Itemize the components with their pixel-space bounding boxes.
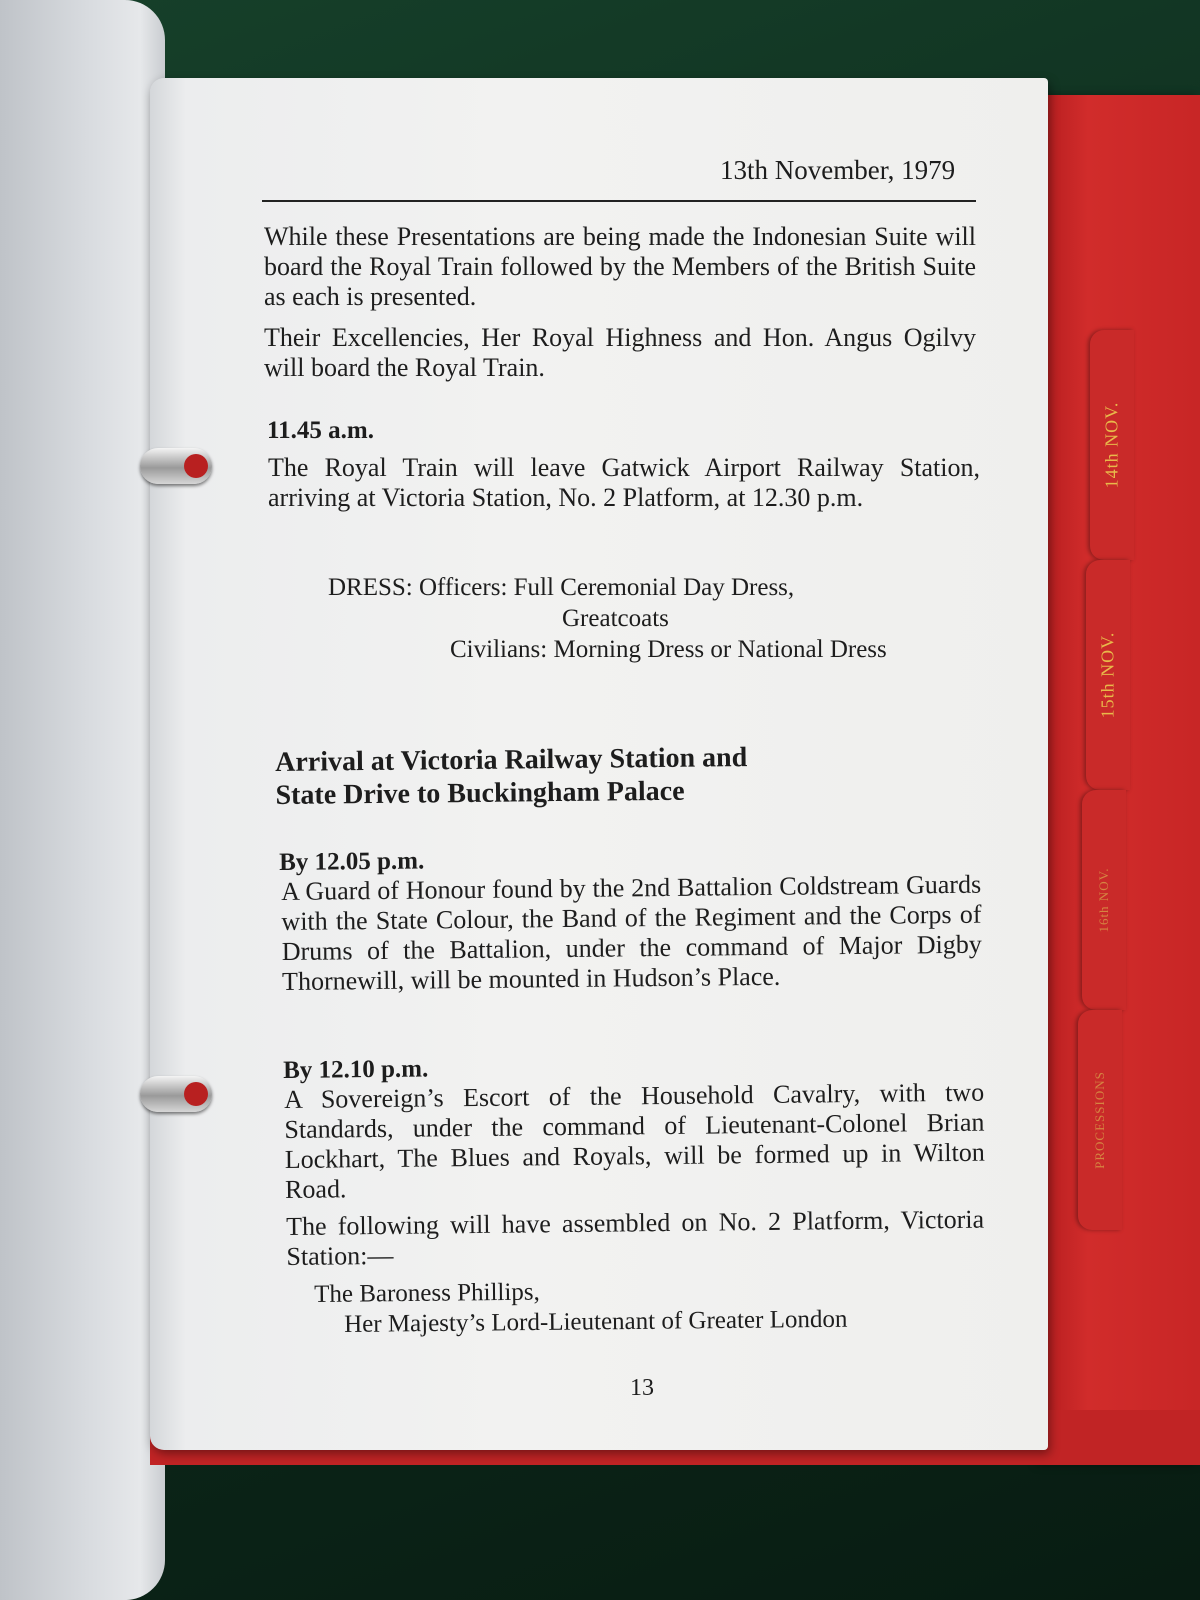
page-number: 13 — [630, 1375, 654, 1401]
tab-14th-nov[interactable]: 14th NOV. — [1090, 330, 1134, 560]
tab-15th-nov[interactable]: 15th NOV. — [1086, 560, 1130, 790]
binder-ring-top — [140, 448, 212, 484]
time-heading-1145: 11.45 a.m. — [267, 417, 374, 444]
paragraph-assembled: The following will have assembled on No. 2 Platform, Victoria Station:— — [286, 1204, 985, 1271]
tab-processions[interactable]: PROCESSIONS — [1078, 1010, 1122, 1230]
header-rule — [262, 200, 976, 202]
dress-line-civilians: Civilians: Morning Dress or National Dress — [450, 636, 887, 663]
time-heading-1205: By 12.05 p.m. — [279, 847, 425, 876]
paragraph-train-leave: The Royal Train will leave Gatwick Airport Railway Station, arriving at Victoria Station, No. 2 Platform, at 12.30 p.m. — [268, 453, 980, 512]
page-date: 13th November, 1979 — [720, 155, 956, 185]
list-item-baroness: The Baroness Phillips, — [314, 1278, 540, 1308]
section-heading — [275, 741, 748, 812]
dress-line-greatcoats: Greatcoats — [562, 605, 669, 632]
tab-16th-nov[interactable]: 16th NOV. — [1082, 790, 1126, 1010]
paragraph-sovereigns-escort: A Sovereign’s Escort of the Household Cavalry, with two Standards, under the command of Lieutenant-Colonel Brian Lockhart, The Blues and Royals, will be formed up in Wilton Road. — [284, 1077, 985, 1204]
paragraph-board-train: Their Excellencies, Her Royal Highness and Hon. Angus Ogilvy will board the Royal Train. — [264, 323, 976, 382]
paragraph-guard-of-honour: A Guard of Honour found by the 2nd Battalion Coldstream Guards with the State Colour, the Band of the Regiment and the Corps of Drums of the Battalion, under the command of Major Digby Thornewill, will be mounted in Hudson’s Place. — [281, 869, 982, 996]
list-item-lord-lieutenant: Her Majesty’s Lord-Lieutenant of Greater London — [344, 1305, 848, 1338]
time-heading-1210: By 12.10 p.m. — [283, 1055, 429, 1084]
section-heading-line2: State Drive to Buckingham Palace — [275, 775, 685, 811]
section-heading-line1: Arrival at Victoria Railway Station and — [275, 742, 748, 778]
previous-page-edge — [0, 0, 165, 1600]
binder-ring-bottom — [140, 1076, 212, 1112]
dress-line-officers: DRESS: Officers: Full Ceremonial Day Dress, — [328, 574, 795, 601]
paragraph-presentations: While these Presentations are being made the Indonesian Suite will board the Royal Train followed by the Members of the British Suite as each is presented. — [264, 222, 976, 311]
